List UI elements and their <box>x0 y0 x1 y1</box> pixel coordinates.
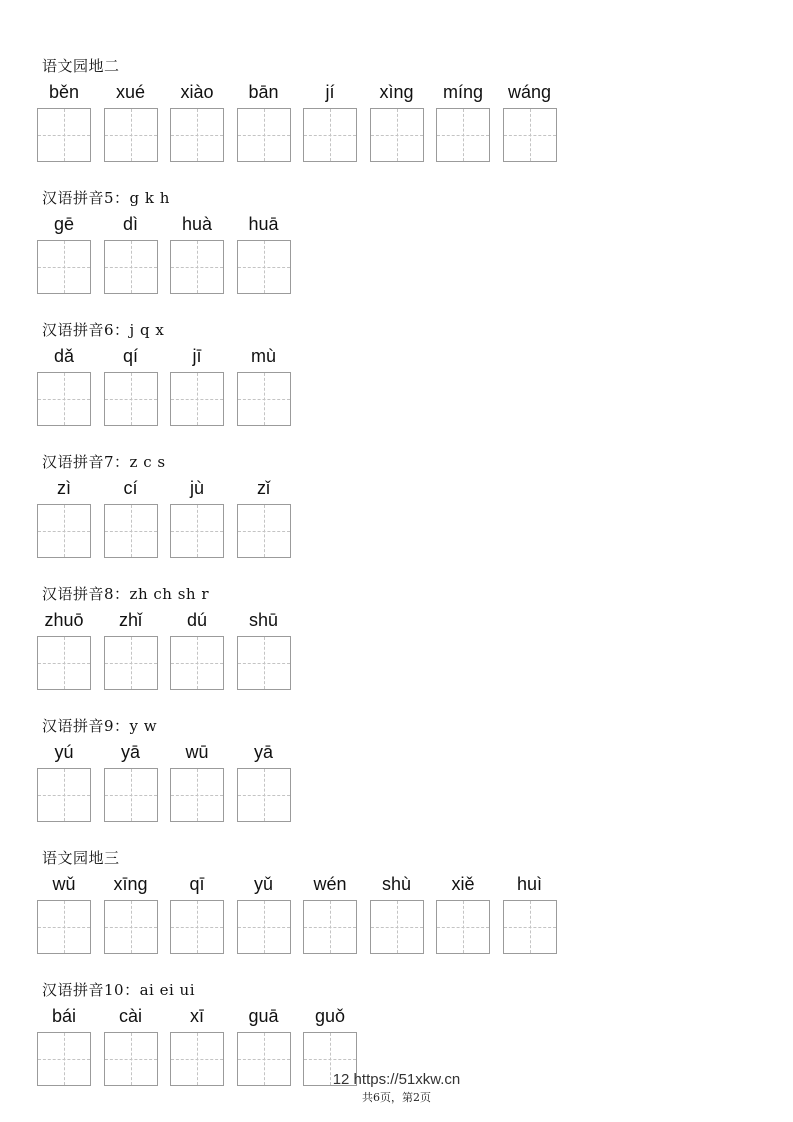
section-heading: 汉语拼音7：z c s <box>42 453 166 471</box>
pinyin-label: dì <box>122 214 138 234</box>
tianzige-box[interactable] <box>170 504 224 558</box>
writing-cell <box>237 609 291 691</box>
tianzige-box[interactable] <box>237 768 291 822</box>
writing-cell <box>170 609 224 691</box>
tianzige-box[interactable] <box>104 108 158 162</box>
tianzige-box[interactable] <box>104 372 158 426</box>
tianzige-box[interactable] <box>436 900 490 954</box>
pinyin-label: guǒ <box>314 1006 346 1026</box>
pinyin-label: shù <box>381 874 412 894</box>
pinyin-label: míng <box>442 82 484 102</box>
pinyin-label: dǎ <box>53 346 75 366</box>
pinyin-label: běn <box>48 82 80 102</box>
tianzige-box[interactable] <box>37 768 91 822</box>
pinyin-label: wū <box>185 742 209 762</box>
writing-cell <box>303 873 357 955</box>
section-heading: 语文园地二 <box>42 57 120 75</box>
writing-cell <box>170 81 224 163</box>
writing-cell <box>37 477 91 559</box>
tianzige-box[interactable] <box>104 504 158 558</box>
writing-cell <box>370 873 424 955</box>
section-heading: 汉语拼音5：g k h <box>42 189 170 207</box>
writing-cell <box>170 873 224 955</box>
tianzige-box[interactable] <box>37 504 91 558</box>
section-heading: 汉语拼音8：zh ch sh r <box>42 585 210 603</box>
writing-cell <box>104 741 158 823</box>
writing-cell <box>37 81 91 163</box>
pinyin-label: jù <box>189 478 204 498</box>
pinyin-label: yǔ <box>253 874 273 894</box>
writing-cell <box>503 873 557 955</box>
writing-cell <box>104 873 158 955</box>
writing-cell <box>170 213 224 295</box>
pinyin-label: huà <box>181 214 213 234</box>
writing-cell <box>436 81 490 163</box>
pinyin-label: jí <box>325 82 335 102</box>
tianzige-box[interactable] <box>37 108 91 162</box>
writing-cell <box>237 345 291 427</box>
pinyin-label: zì <box>56 478 71 498</box>
pinyin-label: yú <box>54 742 74 762</box>
writing-cell <box>37 609 91 691</box>
tianzige-box[interactable] <box>104 900 158 954</box>
tianzige-box[interactable] <box>503 108 557 162</box>
tianzige-box[interactable] <box>370 900 424 954</box>
pinyin-label: huā <box>248 214 279 234</box>
tianzige-box[interactable] <box>436 108 490 162</box>
writing-cell <box>104 609 158 691</box>
section-heading: 汉语拼音9：y w <box>42 717 158 735</box>
pinyin-label: xiě <box>451 874 475 894</box>
tianzige-box[interactable] <box>170 240 224 294</box>
pinyin-label: xī <box>189 1006 204 1026</box>
writing-cell <box>104 345 158 427</box>
writing-cell <box>503 81 557 163</box>
writing-cell <box>37 873 91 955</box>
pinyin-label: xiào <box>180 82 214 102</box>
pinyin-label: qī <box>189 874 205 894</box>
writing-cell <box>104 213 158 295</box>
writing-cell <box>37 345 91 427</box>
tianzige-box[interactable] <box>104 636 158 690</box>
pinyin-label: bái <box>51 1006 77 1026</box>
pinyin-label: yā <box>253 742 273 762</box>
pinyin-label: wǔ <box>52 874 76 894</box>
section-heading: 汉语拼音10：ai ei ui <box>42 981 195 999</box>
pinyin-label: zǐ <box>257 478 270 498</box>
pinyin-label: xué <box>115 82 146 102</box>
section-heading: 汉语拼音6：j q x <box>42 321 165 339</box>
tianzige-box[interactable] <box>303 900 357 954</box>
pinyin-label: mù <box>250 346 276 366</box>
tianzige-box[interactable] <box>170 900 224 954</box>
tianzige-box[interactable] <box>237 504 291 558</box>
pinyin-label: zhǐ <box>118 610 142 630</box>
pinyin-label: wén <box>313 874 347 894</box>
pinyin-label: dú <box>186 610 208 630</box>
pinyin-label: qí <box>122 346 138 366</box>
pinyin-label: shū <box>248 610 279 630</box>
tianzige-box[interactable] <box>237 240 291 294</box>
writing-cell <box>370 81 424 163</box>
pinyin-label: huì <box>516 874 543 894</box>
tianzige-box[interactable] <box>503 900 557 954</box>
tianzige-box[interactable] <box>37 240 91 294</box>
writing-cell <box>170 477 224 559</box>
writing-cell <box>436 873 490 955</box>
pinyin-label: guā <box>248 1006 279 1026</box>
pinyin-label: xīng <box>113 874 148 894</box>
writing-cell <box>170 741 224 823</box>
writing-cell <box>237 213 291 295</box>
tianzige-box[interactable] <box>237 636 291 690</box>
writing-cell <box>303 81 357 163</box>
pinyin-label: wáng <box>507 82 552 102</box>
page-number: 共6页，第2页 <box>362 1091 431 1104</box>
tianzige-box[interactable] <box>237 900 291 954</box>
pinyin-label: jī <box>192 346 202 366</box>
pinyin-label: gē <box>53 214 75 234</box>
pinyin-label: bān <box>248 82 279 102</box>
pinyin-label: cí <box>123 478 138 498</box>
tianzige-box[interactable] <box>37 636 91 690</box>
tianzige-box[interactable] <box>170 108 224 162</box>
tianzige-box[interactable] <box>237 108 291 162</box>
tianzige-box[interactable] <box>37 900 91 954</box>
writing-cell <box>237 81 291 163</box>
tianzige-box[interactable] <box>370 108 424 162</box>
tianzige-box[interactable] <box>170 372 224 426</box>
tianzige-box[interactable] <box>104 240 158 294</box>
tianzige-box[interactable] <box>170 768 224 822</box>
writing-cell <box>37 213 91 295</box>
tianzige-box[interactable] <box>170 636 224 690</box>
writing-cell <box>104 81 158 163</box>
tianzige-box[interactable] <box>104 768 158 822</box>
tianzige-box[interactable] <box>303 108 357 162</box>
writing-cell <box>237 741 291 823</box>
writing-cell <box>37 741 91 823</box>
writing-cell <box>170 345 224 427</box>
pinyin-label: zhuō <box>44 610 84 630</box>
writing-cell <box>104 477 158 559</box>
tianzige-box[interactable] <box>37 372 91 426</box>
footer-url: 12 https://51xkw.cn <box>332 1071 461 1088</box>
writing-cell <box>237 477 291 559</box>
writing-cell <box>237 873 291 955</box>
pinyin-label: yā <box>120 742 140 762</box>
section-heading: 语文园地三 <box>42 849 120 867</box>
tianzige-box[interactable] <box>237 372 291 426</box>
pinyin-label: xìng <box>379 82 414 102</box>
pinyin-label: cài <box>118 1006 142 1026</box>
